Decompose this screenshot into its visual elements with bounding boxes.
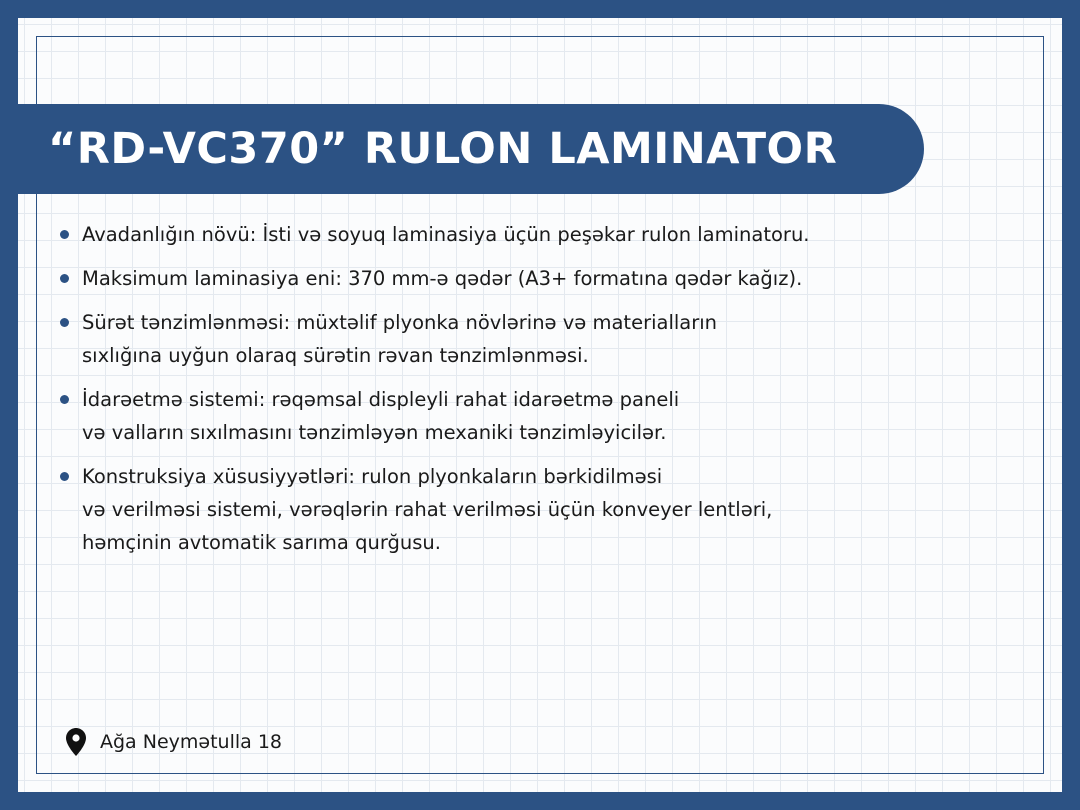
- feature-item: [60, 218, 1000, 251]
- feature-line: Maksimum laminasiya eni: 370 mm-ə qədər (A3+ formatına qədər kağız).: [82, 267, 803, 290]
- feature-item: [60, 383, 1000, 449]
- feature-line: Konstruksiya xüsusiyyətləri: rulon plyonkaların bərkidilməsi: [82, 465, 663, 488]
- bullet-icon: [60, 472, 69, 481]
- bullet-icon: [60, 318, 69, 327]
- location-pin-icon: [66, 728, 86, 756]
- bullet-icon: [60, 230, 69, 239]
- feature-line: və verilməsi sistemi, vərəqlərin rahat verilməsi üçün konveyer lentləri,: [82, 498, 773, 521]
- feature-list: [60, 218, 1000, 570]
- bullet-icon: [60, 395, 69, 404]
- feature-line: İdarəetmə sistemi: rəqəmsal displeyli rahat idarəetmə paneli: [82, 388, 680, 411]
- feature-line: sıxlığına uyğun olaraq sürətin rəvan tənzimlənməsi.: [82, 344, 589, 367]
- feature-line: həmçinin avtomatik sarıma qurğusu.: [82, 531, 441, 554]
- feature-line: və valların sıxılmasını tənzimləyən mexaniki tənzimləyicilər.: [82, 421, 667, 444]
- title-banner: [0, 104, 924, 194]
- footer: [66, 726, 282, 758]
- address-text: Ağa Neymətulla 18: [100, 731, 282, 753]
- page-title: “RD-VC370” RULON LAMINATOR: [48, 124, 838, 174]
- feature-item: [60, 306, 1000, 372]
- feature-line: Avadanlığın növü: İsti və soyuq laminasiya üçün peşəkar rulon laminatoru.: [82, 223, 810, 246]
- feature-item: [60, 460, 1000, 559]
- feature-line: Sürət tənzimlənməsi: müxtəlif plyonka növlərinə və materialların: [82, 311, 718, 334]
- feature-item: [60, 262, 1000, 295]
- bullet-icon: [60, 274, 69, 283]
